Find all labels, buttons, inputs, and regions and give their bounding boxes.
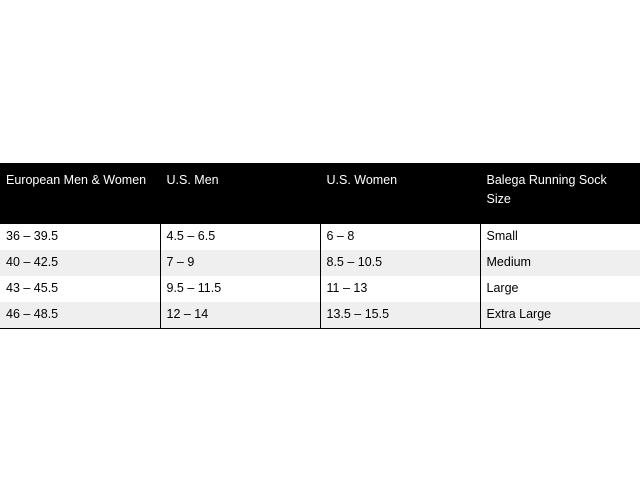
- table-row: [0, 276, 640, 302]
- cell-us-women: 8.5 – 10.5: [320, 250, 480, 276]
- table-row: [0, 302, 640, 329]
- table-header: [0, 163, 640, 224]
- cell-sock-size: Large: [480, 276, 640, 302]
- cell-sock-size: Medium: [480, 250, 640, 276]
- cell-sock-size: Extra Large: [480, 302, 640, 329]
- size-chart-table: [0, 163, 640, 329]
- cell-european: 43 – 45.5: [0, 276, 160, 302]
- column-header-us-women: U.S. Women: [320, 163, 480, 224]
- cell-european: 36 – 39.5: [0, 224, 160, 250]
- column-header-us-men: U.S. Men: [160, 163, 320, 224]
- cell-european: 40 – 42.5: [0, 250, 160, 276]
- table-body: [0, 224, 640, 329]
- cell-us-men: 12 – 14: [160, 302, 320, 329]
- size-chart-table-container: [0, 163, 640, 329]
- cell-sock-size: Small: [480, 224, 640, 250]
- cell-us-women: 6 – 8: [320, 224, 480, 250]
- cell-us-women: 13.5 – 15.5: [320, 302, 480, 329]
- cell-us-men: 9.5 – 11.5: [160, 276, 320, 302]
- cell-european: 46 – 48.5: [0, 302, 160, 329]
- table-row: [0, 224, 640, 250]
- table-header-row: [0, 163, 640, 224]
- column-header-european: European Men & Women: [0, 163, 160, 224]
- cell-us-women: 11 – 13: [320, 276, 480, 302]
- table-row: [0, 250, 640, 276]
- cell-us-men: 4.5 – 6.5: [160, 224, 320, 250]
- cell-us-men: 7 – 9: [160, 250, 320, 276]
- column-header-sock-size: Balega Running Sock Size: [480, 163, 640, 224]
